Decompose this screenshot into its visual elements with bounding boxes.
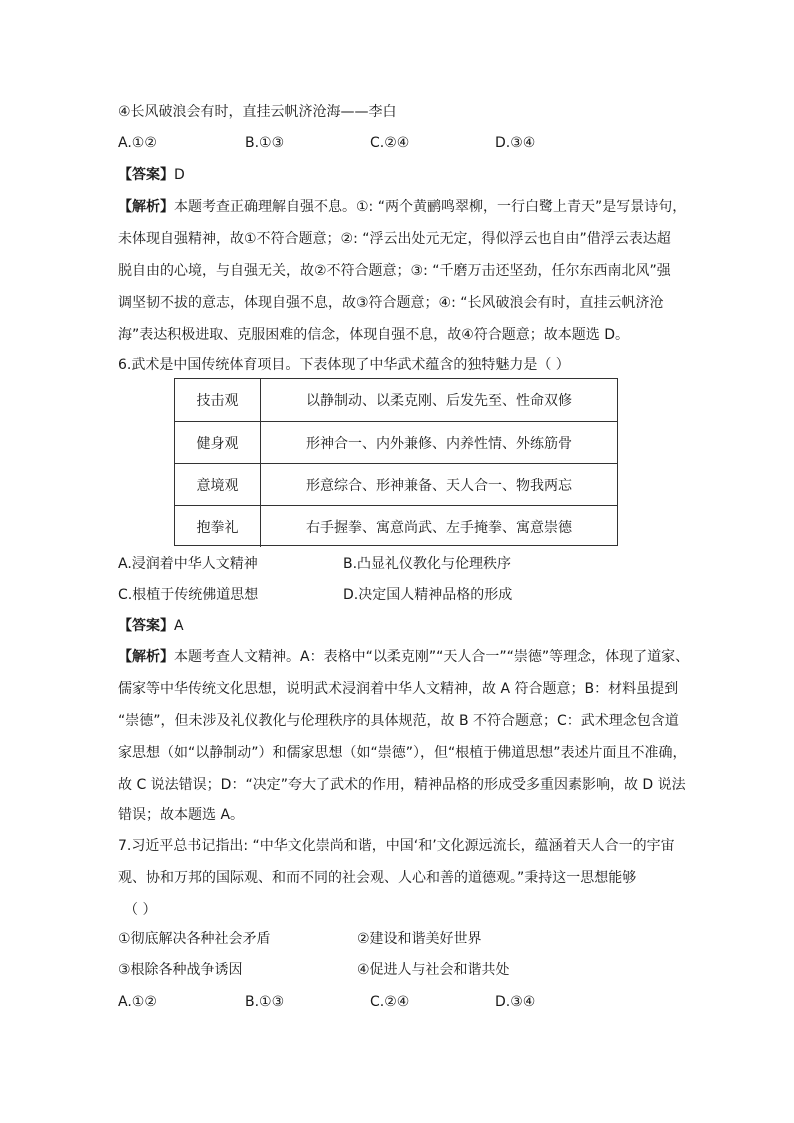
analysis-tag: 【解析】 <box>118 649 174 665</box>
table-value: 以静制动、以柔克刚、后发先至、性命双修 <box>306 393 572 409</box>
q6-answer <box>118 617 184 635</box>
answer-tag: 【答案】 <box>118 618 174 634</box>
answer-value: A <box>174 618 184 634</box>
q7-option-b: B.①③ <box>245 994 285 1010</box>
analysis-text: 本题考查人文精神。A：表格中“以柔克刚”“天人合一”“崇德”等理念，体现了道家、 <box>174 649 690 665</box>
table-key: 技击观 <box>175 379 261 421</box>
q7-item-1: ①彻底解决各种社会矛盾 <box>118 931 271 947</box>
q7-option-a: A.①② <box>118 994 157 1010</box>
q6-analysis-line: 儒家等中华传统文化思想，说明武术浸润着中华人文精神，故 A 符合题意；B：材料虽提到 <box>118 681 679 697</box>
q6-analysis-line: “崇德”，但未涉及礼仪教化与伦理秩序的具体规范，故 B 不符合题意；C：武术理念包含道 <box>118 713 679 729</box>
analysis-text: 本题考查正确理解自强不息。①: “两个黄鹂鸣翠柳，一行白鹭上青天”是写景诗句， <box>174 199 687 215</box>
table-key: 抱拳礼 <box>175 506 261 547</box>
q5-answer <box>118 166 185 184</box>
q5-analysis-line: 海”表达积极进取、克服困难的信念，体现自强不息，故④符合题意；故本题选 D。 <box>118 327 630 343</box>
table-value: 形神合一、内外兼修、内养性情、外练筋骨 <box>306 435 572 452</box>
table-key: 健身观 <box>175 422 261 463</box>
q6-analysis-line <box>118 648 689 666</box>
q7-item-3: ③根除各种战争诱因 <box>118 962 243 978</box>
table-row <box>175 421 617 463</box>
q6-option-d: D.决定国人精神品格的形成 <box>343 587 513 603</box>
answer-value: D <box>174 167 185 183</box>
q5-analysis-line: 脱自由的心境，与自强无关，故②不符合题意；③: “千磨万击还坚劲，任尔东西南北风”强 <box>118 263 671 279</box>
q6-option-b: B.凸显礼仪教化与伦理秩序 <box>343 556 512 572</box>
q6-stem: 6.武术是中国传统体育项目。下表体现了中华武术蕴含的独特魅力是（ ） <box>118 357 570 373</box>
q6-option-a: A.浸润着中华人文精神 <box>118 556 258 572</box>
q7-stem-line: 7.习近平总书记指出: “中华文化崇尚和谐，中国‘和’文化源远流长，蕴涵着天人合一的宇宙 <box>118 838 675 854</box>
answer-tag: 【答案】 <box>118 167 174 183</box>
table-row <box>175 463 617 505</box>
analysis-tag: 【解析】 <box>118 199 174 215</box>
q7-option-d: D.③④ <box>495 994 536 1010</box>
q7-item-4: ④促进人与社会和谐共处 <box>357 962 510 978</box>
q5-option-d: D.③④ <box>495 135 536 151</box>
table-row <box>175 505 617 547</box>
q5-option-a: A.①② <box>118 135 157 151</box>
table-value: 形意综合、形神兼备、天人合一、物我两忘 <box>306 477 572 494</box>
q6-analysis-line: 故 C 说法错误；D：“决定”夸大了武术的作用，精神品格的形成受多重因素影响，故 D 说法 <box>118 777 686 793</box>
q5-analysis-line <box>118 198 686 216</box>
q7-option-c: C.②④ <box>370 994 410 1010</box>
q5-analysis-line: 未体现自强精神，故①不符合题意；②: “浮云出处元无定，得似浮云也自由”借浮云表达超 <box>118 231 671 247</box>
table-key: 意境观 <box>175 464 261 505</box>
q5-option-c: C.②④ <box>370 135 410 151</box>
q5-item-4: ④长风破浪会有时，直挂云帆济沧海——李白 <box>118 104 397 120</box>
table-row <box>175 379 617 421</box>
q5-analysis-line: 调坚韧不拔的意志，体现自强不息，故③符合题意；④: “长风破浪会有时，直挂云帆济沧 <box>118 295 664 311</box>
q5-option-b: B.①③ <box>245 135 285 151</box>
q6-analysis-line: 错误；故本题选 A。 <box>118 807 245 823</box>
wushu-table <box>174 378 618 546</box>
q6-analysis-line: 家思想（如“以静制动”）和儒家思想（如“崇德”），但“根植于佛道思想”表述片面且不准确， <box>118 745 687 761</box>
table-value: 右手握拳、寓意尚武、左手掩拳、寓意崇德 <box>306 519 572 536</box>
q7-item-2: ②建设和谐美好世界 <box>357 931 482 947</box>
q7-stem-line: （ ） <box>124 902 157 918</box>
q7-stem-line: 观、协和万邦的国际观、和而不同的社会观、人心和善的道德观。”秉持这一思想能够 <box>118 870 637 886</box>
q6-option-c: C.根植于传统佛道思想 <box>118 587 259 603</box>
